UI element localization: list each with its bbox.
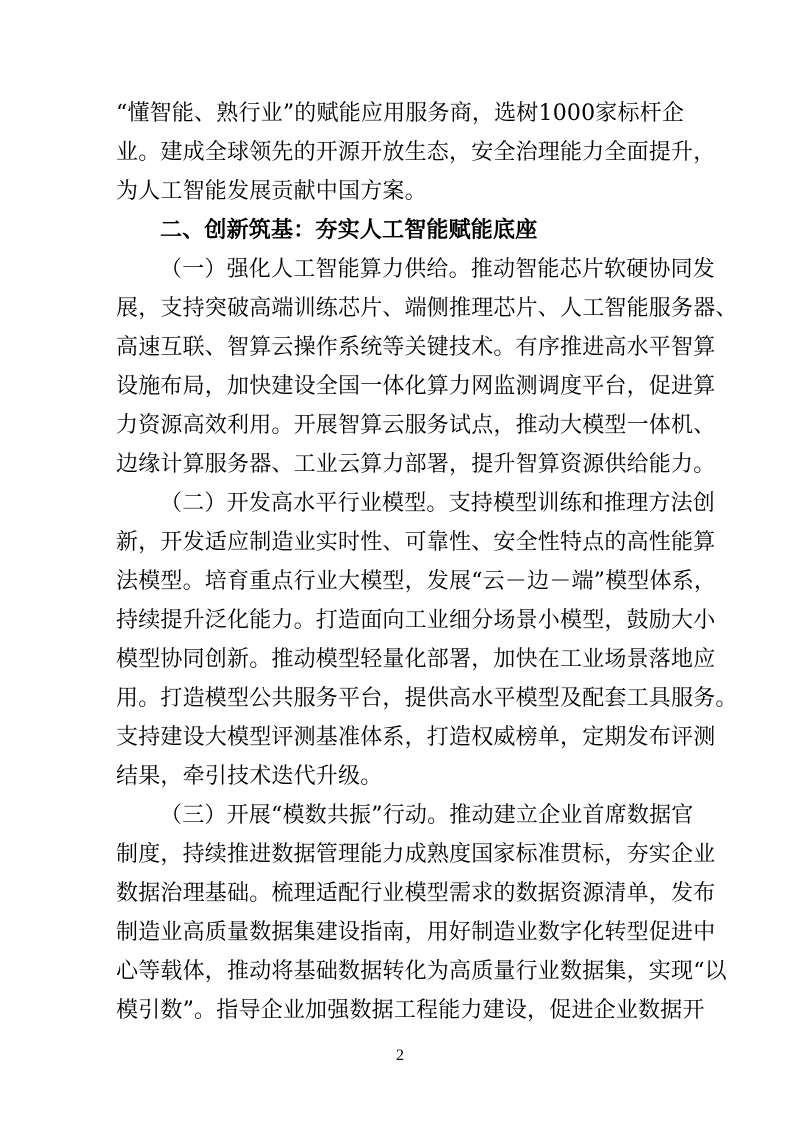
body-line: 数据治理基础。梳理适配行业模型需求的数据资源清单，发布: [116, 881, 716, 906]
paragraph-start-line: （三）开展“模数共振”行动。推动建立企业首席数据官: [160, 803, 694, 828]
body-line: 模型协同创新。推动模型轻量化部署，加快在工业场景落地应: [116, 647, 716, 672]
body-line: 力资源高效利用。开展智算云服务试点，推动大模型一体机、: [116, 413, 716, 438]
body-line: 设施布局，加快建设全国一体化算力网监测调度平台，促进算: [116, 374, 716, 399]
body-line: 心等载体，推动将基础数据转化为高质量行业数据集，实现“以: [116, 959, 727, 984]
body-line: 高速互联、智算云操作系统等关键技术。有序推进高水平智算: [116, 335, 716, 360]
body-line: 支持建设大模型评测基准体系，打造权威榜单，定期发布评测: [116, 725, 716, 750]
body-line: 展，支持突破高端训练芯片、端侧推理芯片、人工智能服务器、: [116, 296, 738, 321]
page-number: 2: [396, 1047, 404, 1064]
paragraph-start-line: （二）开发高水平行业模型。支持模型训练和推理方法创: [160, 491, 716, 516]
body-line: 边缘计算服务器、工业云算力部署，提升智算资源供给能力。: [116, 452, 716, 477]
body-line: “懂智能、熟行业”的赋能应用服务商，选树1000家标杆企: [116, 101, 685, 126]
body-line: 结果，牵引技术迭代升级。: [116, 764, 383, 789]
body-line: 新，开发适应制造业实时性、可靠性、安全性特点的高性能算: [116, 530, 716, 555]
body-line: 制造业高质量数据集建设指南，用好制造业数字化转型促进中: [116, 920, 716, 945]
body-line: 模引数”。指导企业加强数据工程能力建设，促进企业数据开: [116, 998, 705, 1023]
section-heading: 二、创新筑基：夯实人工智能赋能底座: [160, 218, 538, 243]
body-line: 制度，持续推进数据管理能力成熟度国家标准贯标，夯实企业: [116, 842, 716, 867]
body-line: 业。建成全球领先的开源开放生态，安全治理能力全面提升，: [116, 140, 716, 165]
body-line: 用。打造模型公共服务平台，提供高水平模型及配套工具服务。: [116, 686, 738, 711]
body-line: 法模型。培育重点行业大模型，发展“云－边－端”模型体系，: [116, 569, 717, 594]
body-line: 持续提升泛化能力。打造面向工业细分场景小模型，鼓励大小: [116, 608, 716, 633]
body-line: 为人工智能发展贡献中国方案。: [116, 179, 427, 204]
paragraph-start-line: （一）强化人工智能算力供给。推动智能芯片软硬协同发: [160, 257, 716, 282]
